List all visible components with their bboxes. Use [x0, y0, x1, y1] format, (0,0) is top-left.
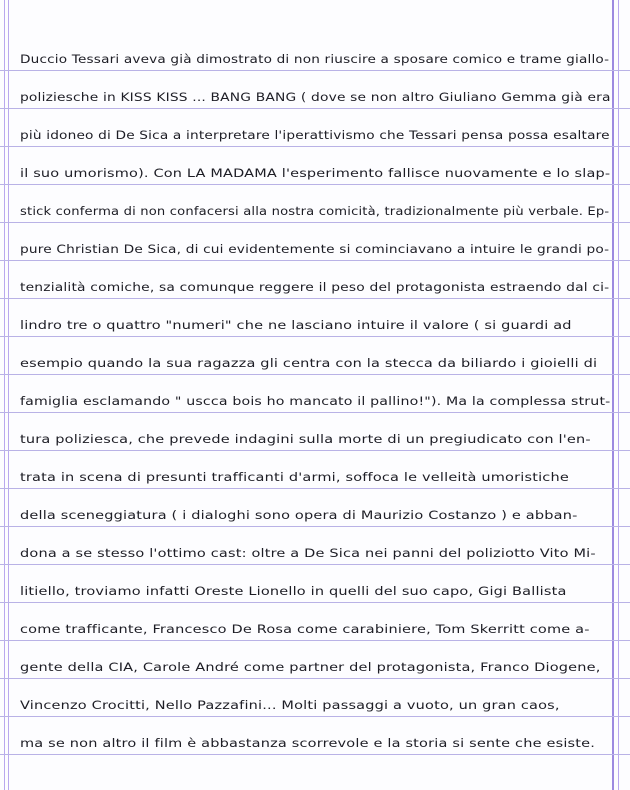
text-line: famiglia esclamando " uscca bois ho mancato il pallino!"). Ma la complessa strut- [20, 394, 611, 408]
text-line: della sceneggiatura ( i dialoghi sono opera di Maurizio Costanzo ) e abban- [20, 508, 578, 522]
text-line: tenzialità comiche, sa comunque reggere il peso del protagonista estraendo dal ci- [20, 280, 610, 294]
text-line: ma se non altro il film è abbastanza scorrevole e la storia si sente che esiste. [20, 736, 596, 750]
text-line: tura poliziesca, che prevede indagini sulla morte di un pregiudicato con l'en- [20, 432, 591, 446]
left-margin-line-inner [8, 0, 9, 790]
left-margin-line [4, 0, 5, 790]
text-line: pure Christian De Sica, di cui evidentemente si cominciavano a intuire le grandi po- [20, 242, 610, 256]
text-line: Vincenzo Crocitti, Nello Pazzafini... Molti passaggi a vuoto, un gran caos, [20, 698, 560, 712]
text-line: dona a se stesso l'ottimo cast: oltre a De Sica nei panni del poliziotto Vito Mi- [20, 546, 596, 560]
text-line: stick conferma di non confacersi alla nostra comicità, tradizionalmente più verbale. Ep- [20, 204, 610, 218]
text-line: esempio quando la sua ragazza gli centra con la stecca da biliardo i gioielli di [20, 356, 598, 370]
text-line: il suo umorismo). Con LA MADAMA l'esperimento fallisce nuovamente e lo slap- [20, 166, 611, 180]
handwritten-text [20, 40, 612, 762]
text-line: trata in scena di presunti trafficanti d'armi, soffoca le velleità umoristiche [20, 470, 569, 484]
text-line: più idoneo di De Sica a interpretare l'iperattivismo che Tessari pensa possa esaltare [20, 128, 610, 142]
text-line: lindro tre o quattro "numeri" che ne lasciano intuire il valore ( si guardi ad [20, 318, 572, 332]
text-line: come trafficante, Francesco De Rosa come carabiniere, Tom Skerritt come a- [20, 622, 590, 636]
text-line: gente della CIA, Carole André come partner del protagonista, Franco Diogene, [20, 660, 601, 674]
text-line: Duccio Tessari aveva già dimostrato di non riuscire a sposare comico e trame giallo- [20, 52, 610, 66]
text-line: poliziesche in KISS KISS ... BANG BANG ( dove se non altro Giuliano Gemma già era [20, 90, 611, 104]
text-line: litiello, troviamo infatti Oreste Lionello in quelli del suo capo, Gigi Ballista [20, 584, 567, 598]
